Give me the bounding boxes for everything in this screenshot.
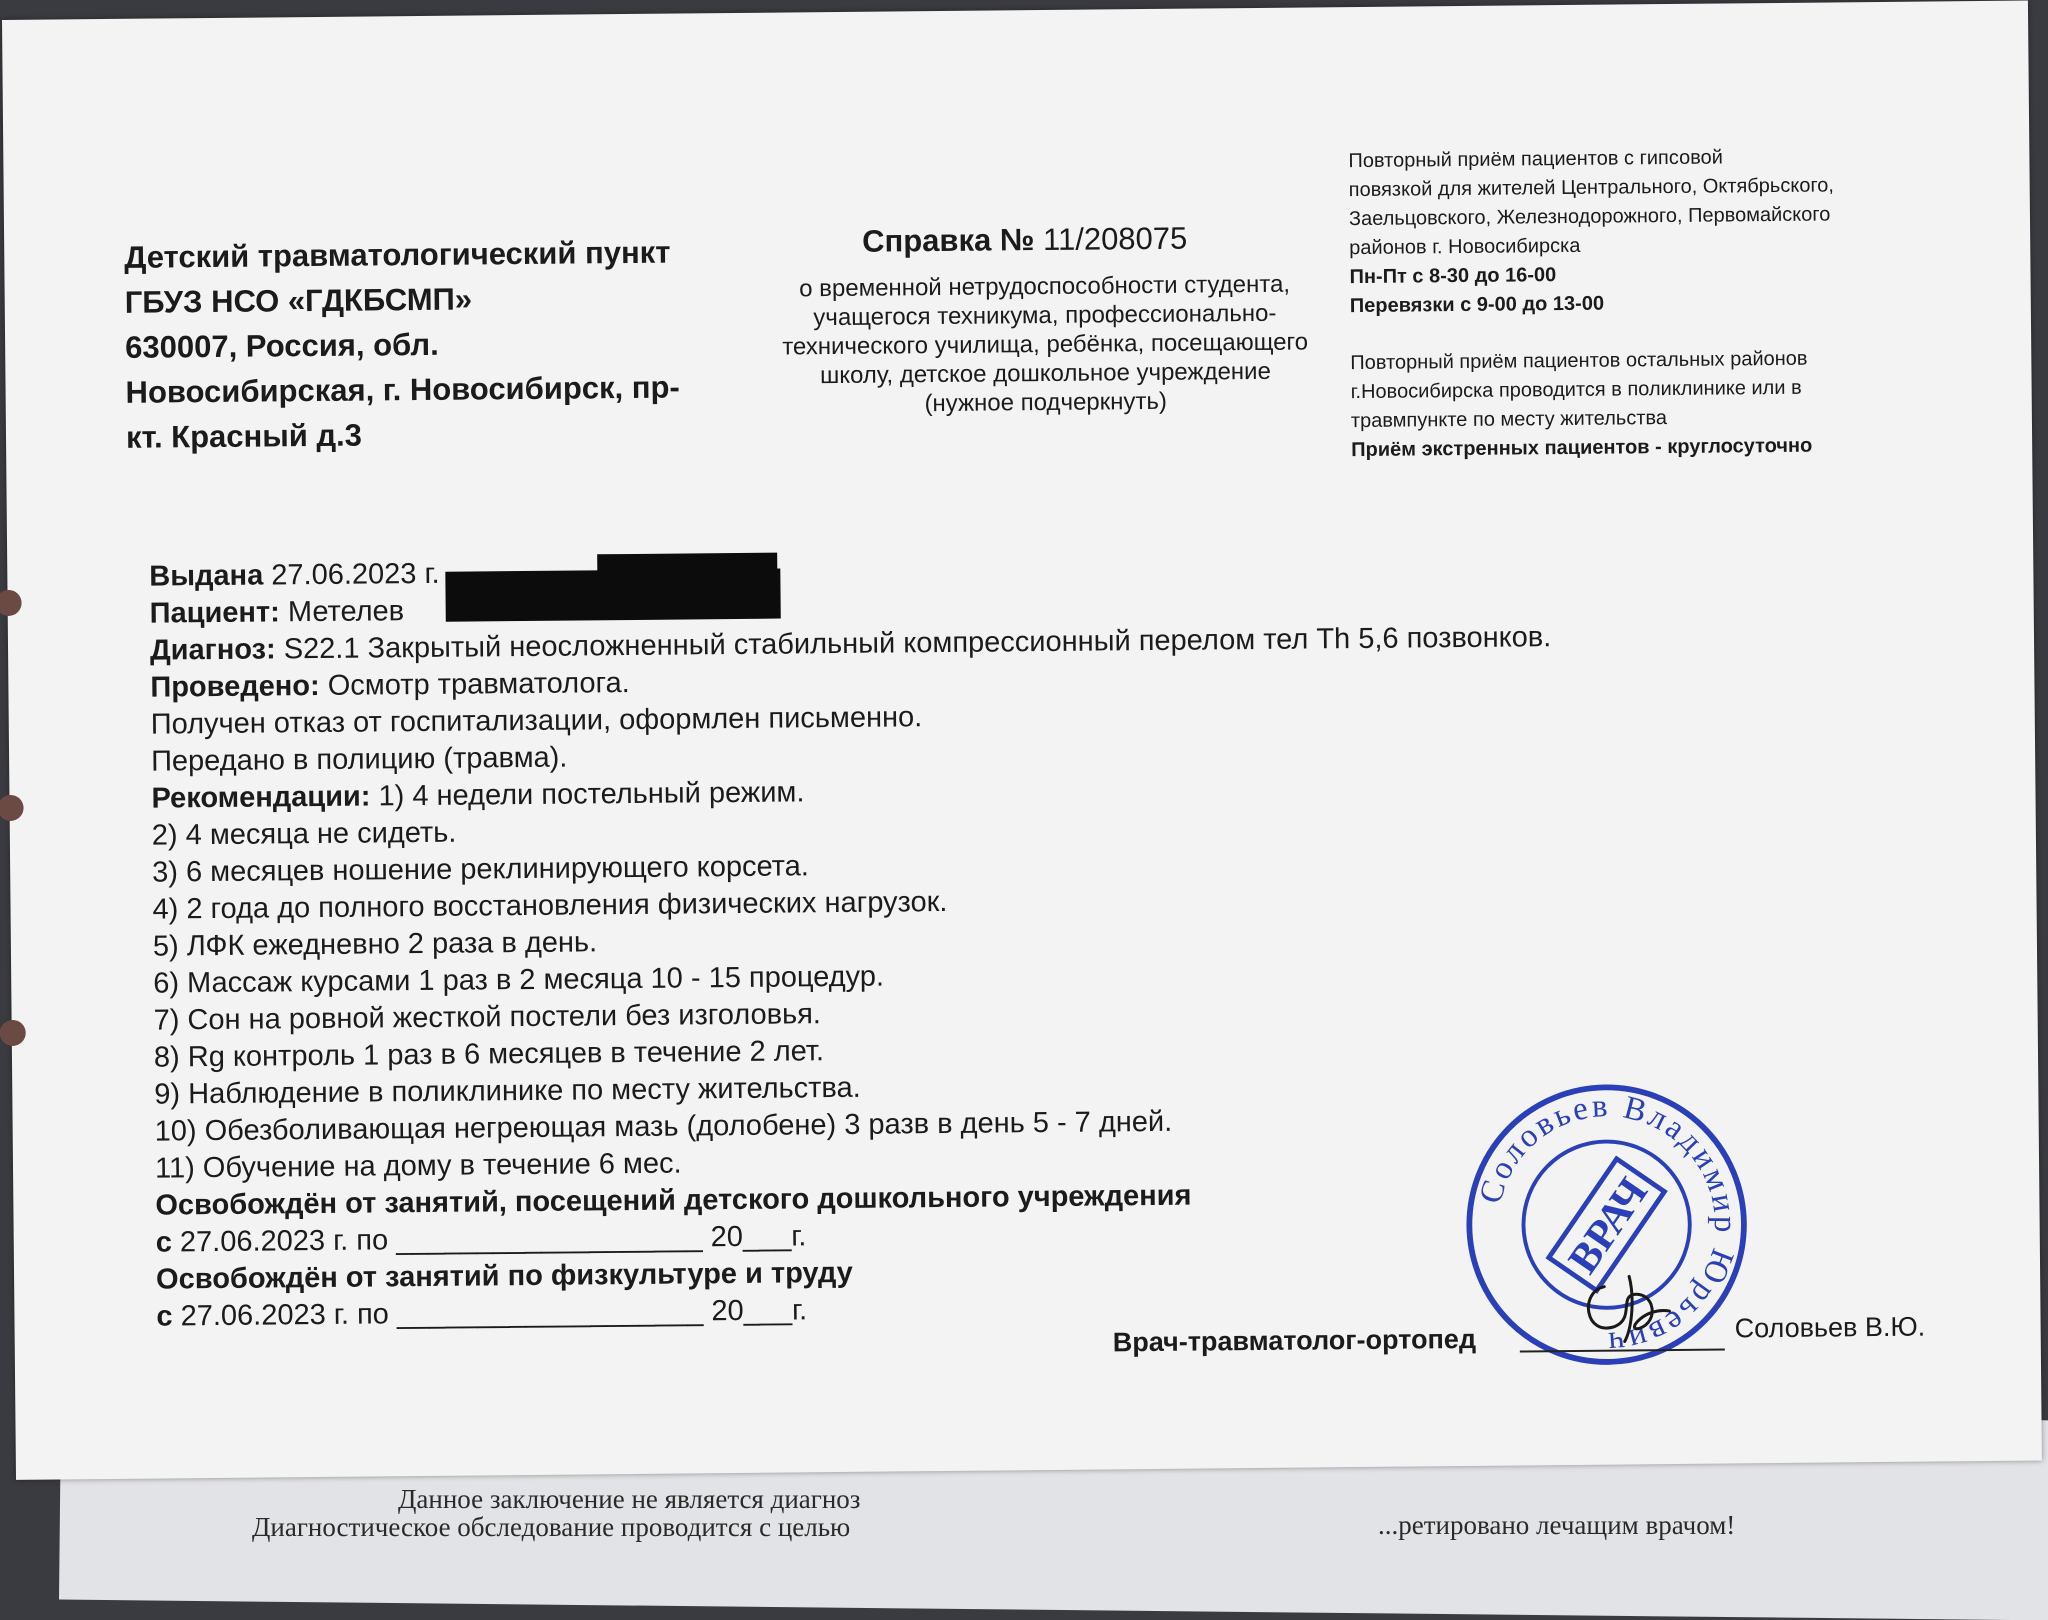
background-note-line-1: Данное заключение не является диагноз	[398, 1484, 861, 1514]
exempt-school-heading: Освобождён от занятий, посещений детского дошкольного учреждения	[155, 1179, 1192, 1222]
certificate-description-line: о временной нетрудоспособности студента,	[799, 270, 1291, 303]
exempt-pe-from: с	[156, 1300, 173, 1333]
background-note-line-3: ...ретировано лечащим врачом!	[1378, 1510, 1736, 1540]
issued-label: Выдана	[149, 559, 264, 593]
schedule-line: Повторный приём пациентов с гипсовой	[1348, 146, 1723, 173]
recommendation-item: 7) Сон на ровной жесткой постели без изголовья.	[153, 998, 822, 1037]
issued-value: 27.06.2023 г.	[271, 557, 440, 592]
certificate-body	[149, 545, 1558, 1335]
schedule-line: травмпункте по месту жительства	[1350, 407, 1668, 433]
performed-value: Осмотр травматолога.	[327, 667, 630, 702]
recommendation-item: 10) Обезболивающая негреющая мазь (долобене) 3 разв в день 5 - 7 дней.	[154, 1105, 1173, 1148]
schedule-hours: Пн-Пт с 8-30 до 16-00	[1349, 264, 1557, 289]
performed-label: Проведено:	[150, 669, 320, 704]
redaction-bar	[597, 553, 777, 585]
stamp-ring-text: Соловьев Владимир Юрьевич	[1472, 1088, 1743, 1362]
recommendation-item: 5) ЛФК ежедневно 2 раза в день.	[152, 926, 598, 963]
diagnosis-value: S22.1 Закрытый неосложненный стабильный компрессионный перелом тел Th 5,6 позвонков.	[283, 621, 1552, 666]
exempt-pe-heading: Освобождён от занятий по физкультуре и труду	[155, 1256, 853, 1296]
stamp-center-text: ВРАЧ	[1559, 1169, 1658, 1283]
clinic-line: 630007, Россия, обл.	[124, 326, 439, 365]
schedule-line: районов г. Новосибирска	[1349, 234, 1581, 260]
signer-position: Врач-травматолог-ортопед	[1112, 1323, 1477, 1358]
medical-certificate-sheet	[2, 1, 2042, 1480]
clinic-line: кт. Красный д.3	[125, 417, 363, 455]
clinic-line: ГБУЗ НСО «ГДКБСМП»	[124, 281, 473, 320]
certificate-description-line: учащегося техникума, профессионально-	[813, 299, 1277, 332]
certificate-description-line: школу, детское дошкольное учреждение	[819, 357, 1271, 390]
schedule-line: Заельцовского, Железнодорожного, Первомайского	[1348, 203, 1831, 231]
note-line: Получен отказ от госпитализации, оформлен письменно.	[150, 701, 923, 741]
certificate-description-line: (нужное подчеркнуть)	[924, 387, 1168, 418]
exempt-pe-period: 27.06.2023 г. по ___________________ 20___г.	[180, 1294, 808, 1333]
recommendation-item: 8) Rg контроль 1 раз в 6 месяцев в течение 2 лет.	[153, 1035, 825, 1074]
recommendations-label: Рекомендации:	[151, 780, 371, 815]
background-note-line-2: Диагностическое обследование проводится с целью	[252, 1512, 851, 1542]
recommendation-item: 11) Обучение на дому в течение 6 мес.	[154, 1147, 682, 1185]
certificate-description	[764, 269, 1325, 419]
recommendation-item: 3) 6 месяцев ношение реклинирующего корсета.	[152, 850, 809, 889]
diagnosis-label: Диагноз:	[149, 633, 276, 667]
exempt-school-from: с	[155, 1226, 173, 1259]
certificate-description-line: технического училища, ребёнка, посещающего	[782, 328, 1309, 361]
schedule-info	[1348, 142, 1836, 465]
certificate-title	[862, 221, 1187, 260]
clinic-header	[124, 230, 680, 460]
schedule-dressings: Перевязки с 9-00 до 13-00	[1349, 292, 1605, 318]
schedule-line: повязкой для жителей Центрального, Октябрьского,	[1348, 174, 1835, 202]
patient-value: Метелев	[287, 595, 405, 629]
recommendation-item: 4) 2 года до полного восстановления физических нагрузок.	[152, 885, 948, 926]
recommendation-item: 9) Наблюдение в поликлинике по месту жительства.	[154, 1071, 861, 1111]
certificate-title-label: Справка №	[861, 222, 1035, 259]
note-line: Передано в полицию (травма).	[150, 741, 568, 778]
recommendation-item: 6) Массаж курсами 1 раз в 2 месяца 10 - 15 процедур.	[153, 960, 885, 1000]
clinic-line: Новосибирская, г. Новосибирск, пр-	[125, 369, 680, 410]
recommendation-item: 1) 4 недели постельный режим.	[378, 776, 805, 813]
certificate-number: 11/208075	[1042, 220, 1188, 258]
clinic-line: Детский травматологический пункт	[124, 234, 671, 275]
binder-hole	[0, 795, 24, 821]
schedule-emergency: Приём экстренных пациентов - круглосуточно	[1351, 434, 1813, 462]
binder-hole	[0, 590, 22, 616]
recommendation-item: 2) 4 месяца не сидеть.	[151, 816, 457, 852]
schedule-line: Повторный приём пациентов остальных районов	[1350, 347, 1808, 375]
exempt-school-period: 27.06.2023 г. по ___________________ 20___г.	[179, 1220, 807, 1259]
signer-name: Соловьев В.Ю.	[1734, 1311, 1926, 1344]
schedule-line: г.Новосибирска проводится в поликлинике или в	[1350, 376, 1802, 404]
binder-hole	[0, 1020, 26, 1046]
patient-label: Пациент:	[149, 596, 280, 630]
handwritten-signature	[1574, 1266, 1685, 1347]
